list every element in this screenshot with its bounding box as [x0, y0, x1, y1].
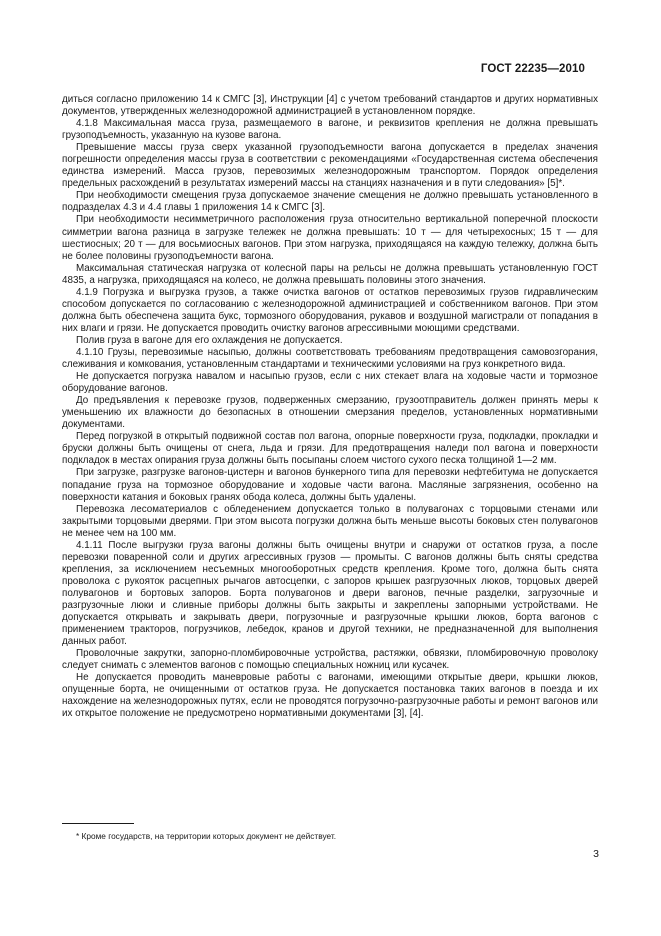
paragraph-wire-removal: Проволочные закрутки, запорно-пломбировочные устройства, растяжки, обвязки, пломбировочную проволоку следует снимать с элементов вагонов с помощью специальных ножниц или кусачек.: [62, 648, 598, 672]
paragraph-timber: Перевозка лесоматериалов с обледенением допускается только в полувагонах с торцовыми стенами или закрытыми торцовыми дверями. При этом высота погрузки должна быть меньше высоты боковых стен полувагонов не менее чем на 100 мм.: [62, 503, 598, 539]
paragraph-4-1-9: 4.1.9 Погрузка и выгрузка грузов, а также очистка вагонов от остатков перевозимых грузов гидравлическим способом допускается по согласованию с железнодорожной администрацией и собственником вагонов. При этом должна быть обеспечена защита букс, тормозного оборудования, рукавов и воздушной магистрали от попадания в них влаги и грязи. Не допускается проводить очистку вагонов агрессивными моющими средствами.: [62, 286, 598, 334]
footnote: * Кроме государств, на территории которых документ не действует.: [76, 831, 337, 841]
paragraph-4-1-11: 4.1.11 После выгрузки груза вагоны должны быть очищены внутри и снаружи от остатков груза, а после перевозки поваренной соли и других агрессивных грузов — промыты. С вагонов должны быть сняты средства крепления, за исключением несъемных многооборотных средств крепления. Кроме того, должна быть снята проволока с рукояток расцепных рычагов автосцепки, с запоров крышек разгрузочных люков, торцовых дверей полувагонов и бортовых запоров. Борта полувагонов и двери вагонов, печные разделки, загрузочные и разгрузочные люки и сливные приборы должны быть закрыты и закреплены запорными устройствами. Не допускается открывать и закрывать двери, погрузочные и разгрузочные крышки люков, борта вагонов с применением тракторов, погрузчиков, лебедок, кранов и другой техники, не предназначенной для выполнения данных работ.: [62, 539, 598, 648]
paragraph-shunting: Не допускается проводить маневровые работы с вагонами, имеющими открытые двери, крышки люков, опущенные борта, не очищенными от остатков груза. Не допускается постановка таких вагонов в поезда и их нахождение на железнодорожных путях, если не проводятся погрузочно-разгрузочные работы и ремонт вагонов или их открытое положение не предусмотрено нормативными документами [3], [4].: [62, 672, 598, 720]
paragraph-freezing: До предъявления к перевозке грузов, подверженных смерзанию, грузоотправитель должен принять меры к уменьшению их влажности до безопасных в отношении смерзания пределов, установленных нормативными документами.: [62, 395, 598, 431]
paragraph-mass-excess: Превышение массы груза сверх указанной грузоподъемности вагона допускается в пределах значения погрешности определения массы груза в соответствии с рекомендациями «Государственная система обеспечения единства измерений. Масса грузов, перевозимых железнодорожным транспортом. Порядок определения предельных расхождений в результатах измерений массы на станциях назначения и в пути следования» [5]*.: [62, 142, 598, 190]
document-body: [62, 94, 598, 720]
paragraph-no-watering: Полив груза в вагоне для его охлаждения не допускается.: [76, 334, 343, 346]
paragraph-tank-cars: При загрузке, разгрузке вагонов-цистерн и вагонов бункерного типа для перевозки нефтебитума не допускается попадание груза на тормозное оборудование и ходовые части вагона. Масляные загрязнения, особенно на поверхности катания и боковых гранях обода колеса, должны быть удалены.: [62, 467, 598, 503]
paragraph-4-1-8: 4.1.8 Максимальная масса груза, размещаемого в вагоне, и реквизитов крепления не должна превышать грузоподъемность, указанную на кузове вагона.: [62, 118, 598, 142]
paragraph-asymmetric-load: При необходимости несимметричного расположения груза относительно вертикальной поперечной плоскости симметрии вагона разница в загрузке тележек не должна превышать: 10 т — для четырехосных; 15 т — для шестиосных; 20 т — для восьмиосных вагонов. При этом нагрузка, приходящаяся на каждую тележку, должна быть не более половины грузоподъемности вагона.: [62, 214, 598, 262]
paragraph-continuation: диться согласно приложению 14 к СМГС [3], Инструкции [4] с учетом требований стандартов и других нормативных документов, утвержденных железнодорожной администрацией в установленном порядке.: [62, 94, 598, 118]
page-number: 3: [593, 848, 599, 860]
document-designation: ГОСТ 22235—2010: [480, 63, 585, 75]
paragraph-bulk-moisture: Не допускается погрузка навалом и насыпью грузов, если с них стекает влага на ходовые части и тормозное оборудование вагонов.: [62, 371, 598, 395]
paragraph-axle-load: Максимальная статическая нагрузка от колесной пары на рельсы не должна превышать установленную ГОСТ 4835, а нагрузка, приходящаяся на колесо, не должна превышать половины этого значения.: [62, 262, 598, 286]
paragraph-floor-cleaning: Перед погрузкой в открытый подвижной состав пол вагона, опорные поверхности груза, подкладки, прокладки и бруски должны быть очищены от снега, льда и грязи. Для предотвращения наледи пол вагона и поверхности подкладок в местах опирания груза должны быть посыпаны слоем чистого сухого песка толщиной 1—2 мм.: [62, 431, 598, 467]
footnote-divider: [62, 823, 134, 824]
paragraph-4-1-10: 4.1.10 Грузы, перевозимые насыпью, должны соответствовать требованиям предотвращения самовозгорания, слеживания и комкования, установленным стандартами и техническими условиями на груз конкретного вида.: [62, 346, 598, 371]
paragraph-cargo-shift: При необходимости смещения груза допускаемое значение смещения не должно превышать установленного в подразделах 4.3 и 4.4 главы 1 приложения 14 к СМГС [3].: [62, 190, 598, 214]
